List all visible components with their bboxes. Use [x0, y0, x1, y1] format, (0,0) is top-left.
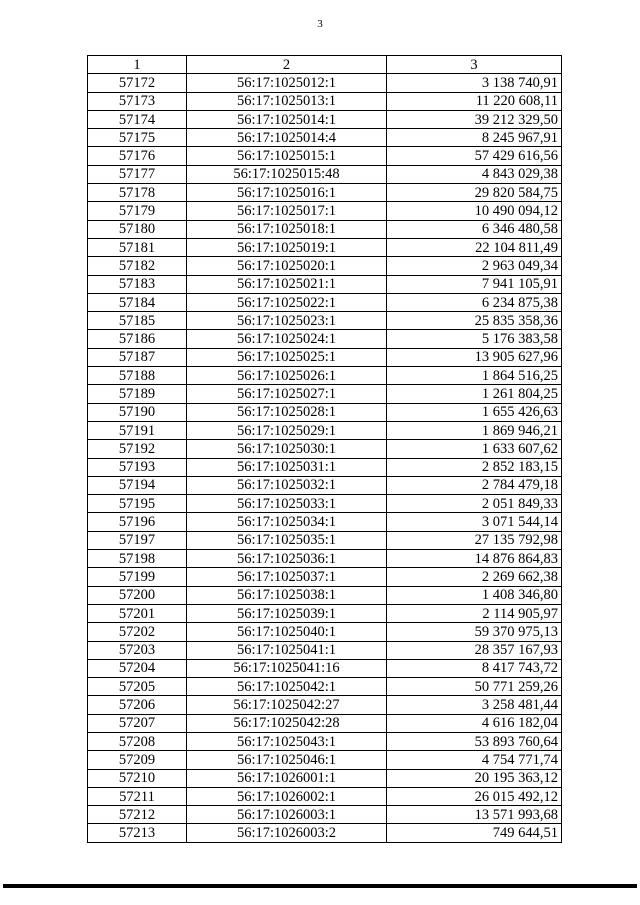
row-number-cell: 57181	[88, 238, 187, 256]
row-number-cell: 57173	[88, 92, 187, 110]
data-table	[87, 55, 562, 843]
table-row	[88, 714, 562, 732]
cadastral-number-cell: 56:17:1025033:1	[187, 495, 387, 513]
value-cell: 6 234 875,38	[387, 293, 562, 311]
row-number-cell: 57213	[88, 824, 187, 842]
table-row	[88, 568, 562, 586]
cadastral-number-cell: 56:17:1025021:1	[187, 275, 387, 293]
table-row	[88, 678, 562, 696]
table-row	[88, 696, 562, 714]
cadastral-number-cell: 56:17:1025046:1	[187, 751, 387, 769]
bottom-rule	[3, 884, 637, 888]
table-row	[88, 787, 562, 805]
row-number-cell: 57191	[88, 421, 187, 439]
cadastral-number-cell: 56:17:1025042:1	[187, 678, 387, 696]
value-cell: 39 212 329,50	[387, 110, 562, 128]
value-cell: 22 104 811,49	[387, 238, 562, 256]
column-header-2: 2	[187, 56, 387, 74]
value-cell: 14 876 864,83	[387, 550, 562, 568]
value-cell: 28 357 167,93	[387, 641, 562, 659]
table-row	[88, 92, 562, 110]
row-number-cell: 57187	[88, 348, 187, 366]
value-cell: 3 071 544,14	[387, 513, 562, 531]
cadastral-number-cell: 56:17:1025020:1	[187, 257, 387, 275]
cadastral-number-cell: 56:17:1025034:1	[187, 513, 387, 531]
value-cell: 57 429 616,56	[387, 147, 562, 165]
table-row	[88, 220, 562, 238]
row-number-cell: 57177	[88, 165, 187, 183]
table-row	[88, 476, 562, 494]
table-row	[88, 421, 562, 439]
cadastral-number-cell: 56:17:1026003:1	[187, 806, 387, 824]
table-row	[88, 147, 562, 165]
cadastral-number-cell: 56:17:1025039:1	[187, 604, 387, 622]
value-cell: 1 869 946,21	[387, 421, 562, 439]
value-cell: 7 941 105,91	[387, 275, 562, 293]
value-cell: 29 820 584,75	[387, 184, 562, 202]
table-row	[88, 769, 562, 787]
cadastral-number-cell: 56:17:1025041:1	[187, 641, 387, 659]
table-row	[88, 293, 562, 311]
cadastral-number-cell: 56:17:1025019:1	[187, 238, 387, 256]
table-row	[88, 202, 562, 220]
row-number-cell: 57197	[88, 531, 187, 549]
value-cell: 2 963 049,34	[387, 257, 562, 275]
value-cell: 4 754 771,74	[387, 751, 562, 769]
row-number-cell: 57196	[88, 513, 187, 531]
table-row	[88, 403, 562, 421]
cadastral-number-cell: 56:17:1025043:1	[187, 732, 387, 750]
row-number-cell: 57212	[88, 806, 187, 824]
cadastral-number-cell: 56:17:1025025:1	[187, 348, 387, 366]
cadastral-number-cell: 56:17:1025017:1	[187, 202, 387, 220]
row-number-cell: 57174	[88, 110, 187, 128]
value-cell: 2 784 479,18	[387, 476, 562, 494]
value-cell: 6 346 480,58	[387, 220, 562, 238]
cadastral-number-cell: 56:17:1025018:1	[187, 220, 387, 238]
row-number-cell: 57184	[88, 293, 187, 311]
table-row	[88, 165, 562, 183]
table-row	[88, 495, 562, 513]
table-row	[88, 257, 562, 275]
table-body	[88, 74, 562, 842]
table-row	[88, 385, 562, 403]
row-number-cell: 57188	[88, 367, 187, 385]
cadastral-number-cell: 56:17:1025015:1	[187, 147, 387, 165]
value-cell: 50 771 259,26	[387, 678, 562, 696]
column-header-3: 3	[387, 56, 562, 74]
cadastral-number-cell: 56:17:1025029:1	[187, 421, 387, 439]
cadastral-number-cell: 56:17:1025037:1	[187, 568, 387, 586]
table-row	[88, 824, 562, 842]
cadastral-number-cell: 56:17:1025023:1	[187, 312, 387, 330]
row-number-cell: 57192	[88, 440, 187, 458]
row-number-cell: 57178	[88, 184, 187, 202]
cadastral-number-cell: 56:17:1025041:16	[187, 659, 387, 677]
cadastral-number-cell: 56:17:1025028:1	[187, 403, 387, 421]
row-number-cell: 57198	[88, 550, 187, 568]
table-row	[88, 513, 562, 531]
value-cell: 11 220 608,11	[387, 92, 562, 110]
value-cell: 1 261 804,25	[387, 385, 562, 403]
cadastral-number-cell: 56:17:1026001:1	[187, 769, 387, 787]
row-number-cell: 57208	[88, 732, 187, 750]
row-number-cell: 57211	[88, 787, 187, 805]
table-row	[88, 604, 562, 622]
row-number-cell: 57206	[88, 696, 187, 714]
value-cell: 2 114 905,97	[387, 604, 562, 622]
value-cell: 13 905 627,96	[387, 348, 562, 366]
column-header-1: 1	[88, 56, 187, 74]
cadastral-number-cell: 56:17:1025030:1	[187, 440, 387, 458]
row-number-cell: 57203	[88, 641, 187, 659]
cadastral-number-cell: 56:17:1025013:1	[187, 92, 387, 110]
table-row	[88, 74, 562, 92]
value-cell: 4 616 182,04	[387, 714, 562, 732]
row-number-cell: 57201	[88, 604, 187, 622]
value-cell: 2 051 849,33	[387, 495, 562, 513]
row-number-cell: 57180	[88, 220, 187, 238]
table-row	[88, 110, 562, 128]
row-number-cell: 57207	[88, 714, 187, 732]
row-number-cell: 57175	[88, 129, 187, 147]
value-cell: 4 843 029,38	[387, 165, 562, 183]
row-number-cell: 57186	[88, 330, 187, 348]
table-row	[88, 312, 562, 330]
value-cell: 25 835 358,36	[387, 312, 562, 330]
table-row	[88, 732, 562, 750]
row-number-cell: 57182	[88, 257, 187, 275]
value-cell: 1 408 346,80	[387, 586, 562, 604]
cadastral-number-cell: 56:17:1025035:1	[187, 531, 387, 549]
cadastral-number-cell: 56:17:1025014:1	[187, 110, 387, 128]
table-row	[88, 586, 562, 604]
value-cell: 3 258 481,44	[387, 696, 562, 714]
table-row	[88, 275, 562, 293]
table-row	[88, 367, 562, 385]
table-row	[88, 550, 562, 568]
cadastral-number-cell: 56:17:1025032:1	[187, 476, 387, 494]
row-number-cell: 57195	[88, 495, 187, 513]
table-row	[88, 440, 562, 458]
table-row	[88, 348, 562, 366]
value-cell: 27 135 792,98	[387, 531, 562, 549]
cadastral-number-cell: 56:17:1026002:1	[187, 787, 387, 805]
cadastral-number-cell: 56:17:1025022:1	[187, 293, 387, 311]
value-cell: 10 490 094,12	[387, 202, 562, 220]
table-row	[88, 806, 562, 824]
row-number-cell: 57172	[88, 74, 187, 92]
page-number: 3	[317, 18, 323, 30]
table-row	[88, 751, 562, 769]
value-cell: 59 370 975,13	[387, 623, 562, 641]
table-row	[88, 659, 562, 677]
row-number-cell: 57204	[88, 659, 187, 677]
row-number-cell: 57176	[88, 147, 187, 165]
table-row	[88, 641, 562, 659]
table-row	[88, 129, 562, 147]
table-row	[88, 458, 562, 476]
row-number-cell: 57193	[88, 458, 187, 476]
row-number-cell: 57189	[88, 385, 187, 403]
table-row	[88, 238, 562, 256]
value-cell: 13 571 993,68	[387, 806, 562, 824]
cadastral-number-cell: 56:17:1025031:1	[187, 458, 387, 476]
value-cell: 1 633 607,62	[387, 440, 562, 458]
cadastral-number-cell: 56:17:1025026:1	[187, 367, 387, 385]
row-number-cell: 57200	[88, 586, 187, 604]
cadastral-number-cell: 56:17:1025040:1	[187, 623, 387, 641]
value-cell: 8 417 743,72	[387, 659, 562, 677]
cadastral-number-cell: 56:17:1025036:1	[187, 550, 387, 568]
row-number-cell: 57205	[88, 678, 187, 696]
row-number-cell: 57194	[88, 476, 187, 494]
cadastral-number-cell: 56:17:1025042:27	[187, 696, 387, 714]
table-header	[88, 56, 562, 74]
row-number-cell: 57202	[88, 623, 187, 641]
cadastral-number-cell: 56:17:1025038:1	[187, 586, 387, 604]
cadastral-number-cell: 56:17:1025024:1	[187, 330, 387, 348]
value-cell: 5 176 383,58	[387, 330, 562, 348]
value-cell: 2 269 662,38	[387, 568, 562, 586]
value-cell: 1 864 516,25	[387, 367, 562, 385]
row-number-cell: 57210	[88, 769, 187, 787]
table-row	[88, 531, 562, 549]
cadastral-number-cell: 56:17:1025042:28	[187, 714, 387, 732]
value-cell: 749 644,51	[387, 824, 562, 842]
value-cell: 3 138 740,91	[387, 74, 562, 92]
cadastral-number-cell: 56:17:1026003:2	[187, 824, 387, 842]
row-number-cell: 57183	[88, 275, 187, 293]
header-row	[88, 56, 562, 74]
row-number-cell: 57179	[88, 202, 187, 220]
cadastral-number-cell: 56:17:1025012:1	[187, 74, 387, 92]
value-cell: 2 852 183,15	[387, 458, 562, 476]
cadastral-number-cell: 56:17:1025016:1	[187, 184, 387, 202]
cadastral-number-cell: 56:17:1025027:1	[187, 385, 387, 403]
table-row	[88, 330, 562, 348]
cadastral-number-cell: 56:17:1025015:48	[187, 165, 387, 183]
row-number-cell: 57199	[88, 568, 187, 586]
value-cell: 20 195 363,12	[387, 769, 562, 787]
value-cell: 8 245 967,91	[387, 129, 562, 147]
row-number-cell: 57185	[88, 312, 187, 330]
table-row	[88, 623, 562, 641]
row-number-cell: 57190	[88, 403, 187, 421]
cadastral-number-cell: 56:17:1025014:4	[187, 129, 387, 147]
row-number-cell: 57209	[88, 751, 187, 769]
value-cell: 1 655 426,63	[387, 403, 562, 421]
value-cell: 26 015 492,12	[387, 787, 562, 805]
table-row	[88, 184, 562, 202]
value-cell: 53 893 760,64	[387, 732, 562, 750]
